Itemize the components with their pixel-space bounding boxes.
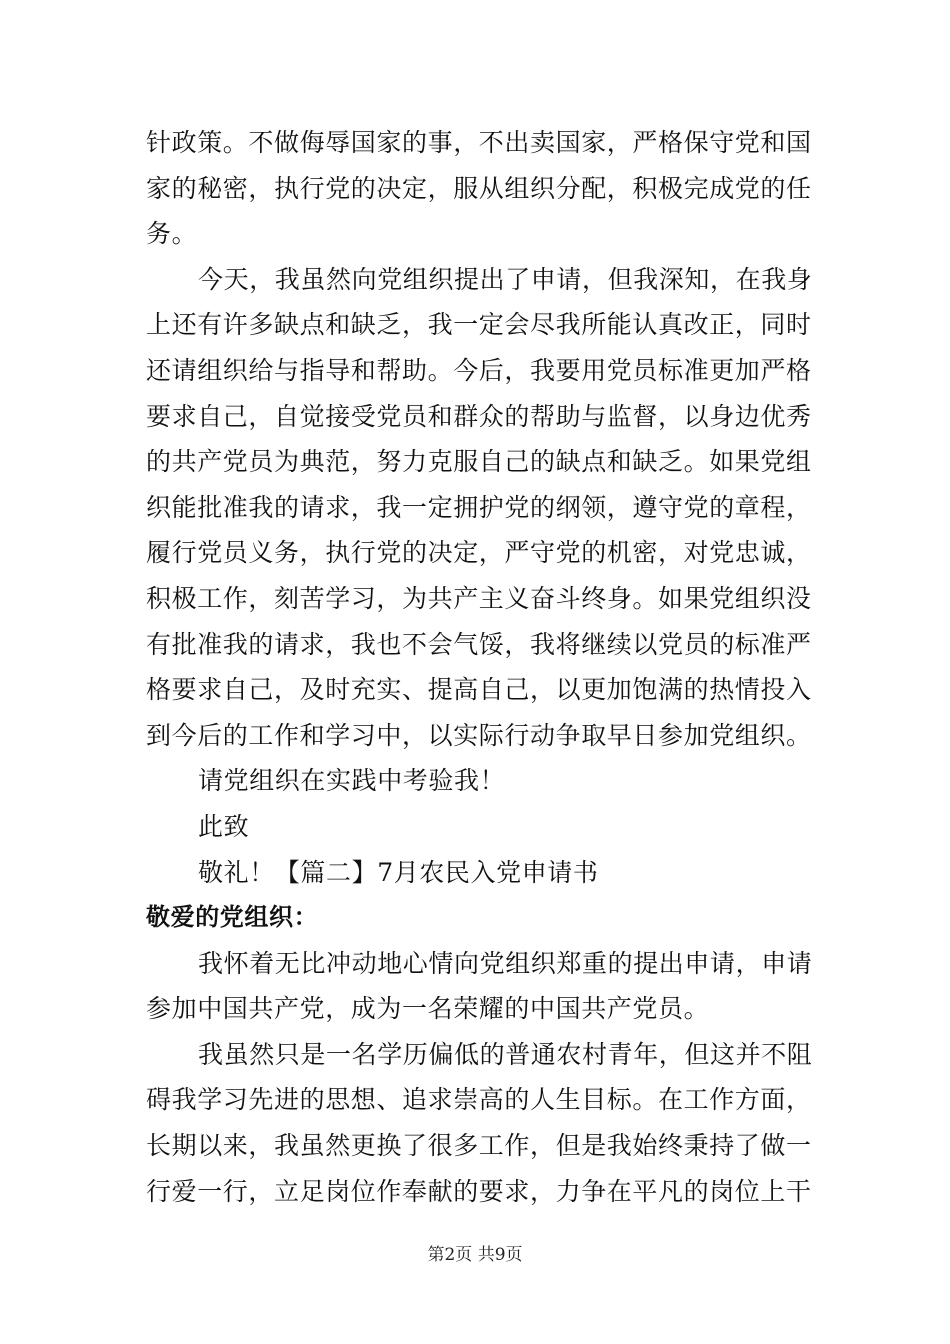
paragraph-start-line: 我怀着无比冲动地心情向党组织郑重的提出申请，申请 bbox=[198, 948, 813, 978]
text-line: 要求自己，自觉接受党员和群众的帮助与监督，以身边优秀 bbox=[146, 401, 812, 431]
text-line: 履行党员义务，执行党的决定，严守党的机密，对党忠诚， bbox=[146, 538, 812, 568]
salutation-line: 此致 bbox=[198, 811, 250, 841]
text-line: 家的秘密，执行党的决定，服从组织分配，积极完成党的任 bbox=[146, 173, 812, 203]
greeting-heading: 敬爱的党组织： bbox=[146, 903, 319, 932]
text-line: 上还有许多缺点和缺乏，我一定会尽我所能认真改正，同时 bbox=[146, 310, 812, 340]
text-line: 参加中国共产党，成为一名荣耀的中国共产党员。 bbox=[146, 994, 710, 1024]
paragraph-start-line: 我虽然只是一名学历偏低的普通农村青年，但这并不阻 bbox=[198, 1039, 813, 1069]
text-line: 针政策。不做侮辱国家的事，不出卖国家，严格保守党和国 bbox=[146, 128, 812, 157]
text-line: 的共产党员为典范，努力克服自己的缺点和缺乏。如果党组 bbox=[146, 447, 812, 477]
page-number-footer: 第2页 共9页 bbox=[427, 1245, 523, 1265]
text-line: 到今后的工作和学习中，以实际行动争取早日参加党组织。 bbox=[146, 720, 812, 750]
text-line: 务。 bbox=[146, 219, 198, 249]
text-line: 格要求自己，及时充实、提高自己，以更加饱满的热情投入 bbox=[146, 675, 812, 705]
text-line: 行爱一行，立足岗位作奉献的要求，力争在平凡的岗位上干 bbox=[146, 1176, 812, 1206]
closing-request-line: 请党组织在实践中考验我！ bbox=[198, 766, 506, 796]
text-line: 积极工作，刻苦学习，为共产主义奋斗终身。如果党组织没 bbox=[146, 583, 812, 613]
text-line: 碍我学习先进的思想、追求崇高的人生目标。在工作方面， bbox=[146, 1085, 812, 1115]
section-heading-line: 敬礼！【篇二】7月农民入党申请书 bbox=[198, 857, 599, 887]
text-line: 还请组织给与指导和帮助。今后，我要用党员标准更加严格 bbox=[146, 355, 812, 385]
document-body bbox=[146, 120, 813, 1214]
text-line: 织能批准我的请求，我一定拥护党的纲领，遵守党的章程， bbox=[146, 492, 812, 522]
paragraph-start-line: 今天，我虽然向党组织提出了申请，但我深知，在我身 bbox=[198, 264, 813, 294]
text-line: 有批准我的请求，我也不会气馁，我将继续以党员的标准严 bbox=[146, 629, 812, 659]
text-line: 长期以来，我虽然更换了很多工作，但是我始终秉持了做一 bbox=[146, 1131, 812, 1161]
